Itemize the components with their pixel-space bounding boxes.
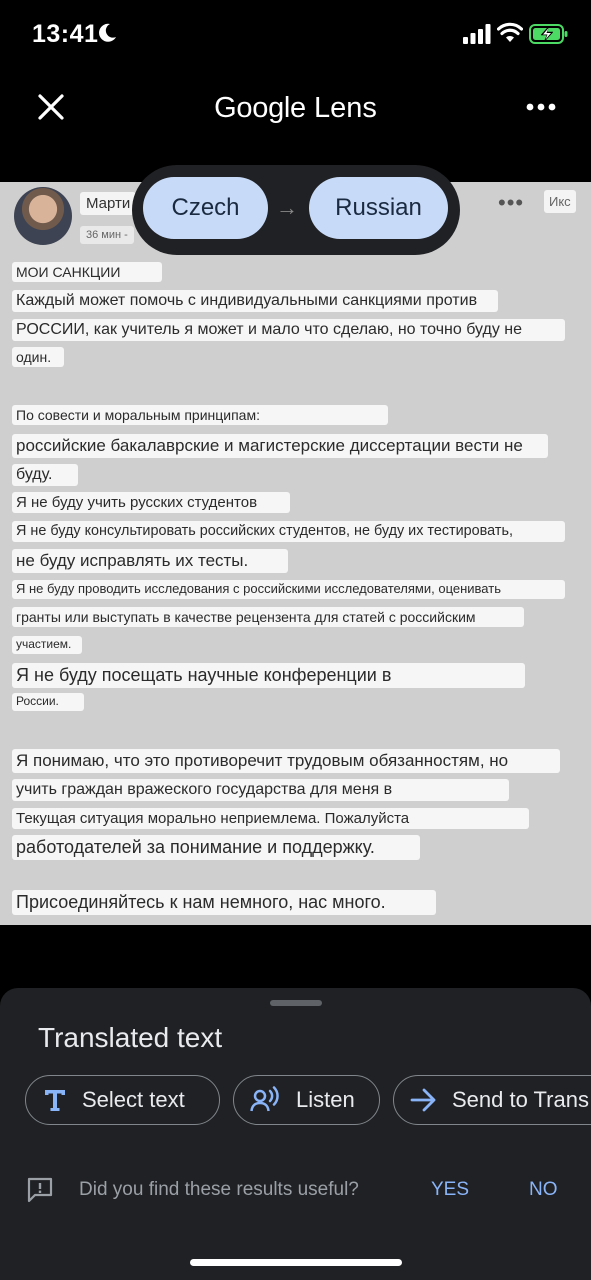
translated-line: Каждый может помочь с индивидуальными санкциями против <box>12 290 498 312</box>
title-lens: Lens <box>313 92 377 124</box>
post-time: 36 мин - <box>80 226 134 244</box>
listen-label: Listen <box>296 1087 355 1112</box>
translated-line: Я понимаю, что это противоречит трудовым обязанностям, но <box>12 749 560 773</box>
translated-line: работодателей за понимание и поддержку. <box>12 835 420 860</box>
post-more-icon: ••• <box>498 190 525 215</box>
battery-charging-icon <box>529 23 569 45</box>
sheet-drag-handle[interactable] <box>270 1000 322 1006</box>
translated-line: Я не буду проводить исследования с российскими исследователями, оценивать <box>12 580 565 599</box>
listen-icon <box>250 1086 282 1114</box>
translated-line: Присоединяйтесь к нам немного, нас много. <box>12 890 436 915</box>
listen-button[interactable] <box>233 1075 380 1125</box>
translated-line: не буду исправлять их тесты. <box>12 549 288 573</box>
translated-line: гранты или выступать в качестве рецензента для статей с российским <box>12 607 524 627</box>
target-language-chip[interactable]: Russian <box>309 177 448 239</box>
moon-icon <box>96 22 118 44</box>
app-title <box>0 92 591 125</box>
feedback-no-button[interactable]: NO <box>529 1179 558 1200</box>
feedback-yes-button[interactable]: YES <box>431 1179 470 1200</box>
source-language-chip[interactable]: Czech <box>143 177 268 239</box>
home-indicator[interactable] <box>190 1259 402 1266</box>
arrow-right-icon <box>410 1087 438 1113</box>
select-text-button[interactable] <box>25 1075 220 1125</box>
language-arrow-icon: → <box>276 195 298 220</box>
translated-line: По совести и моральным принципам: <box>12 405 388 425</box>
more-vert-icon[interactable] <box>523 92 559 122</box>
translated-line: Текущая ситуация морально неприемлема. Пожалуйста <box>12 808 529 829</box>
signal-icon <box>463 24 491 44</box>
translated-line: Я не буду учить русских студентов <box>12 492 290 513</box>
translated-line: России. <box>12 693 84 711</box>
send-to-translate-button[interactable] <box>393 1075 591 1125</box>
translated-line: буду. <box>12 464 78 486</box>
send-to-translate-label: Send to Trans <box>452 1087 589 1112</box>
post-author: Марти <box>80 192 136 215</box>
translated-line: один. <box>12 347 64 367</box>
select-text-label: Select text <box>82 1087 185 1112</box>
translated-line: МОИ САНКЦИИ <box>12 262 162 282</box>
feedback-question: Did you find these results useful? <box>79 1179 359 1200</box>
post-close-label: Икс <box>544 190 576 213</box>
translated-line: российские бакалаврские и магистерские диссертации вести не <box>12 434 548 458</box>
avatar <box>14 187 72 245</box>
translated-line: РОССИИ, как учитель я может и мало что сделаю, но точно буду не <box>12 319 565 341</box>
translated-line: участием. <box>12 636 82 654</box>
translated-line: учить граждан вражеского государства для меня в <box>12 779 509 801</box>
translated-line: Я не буду консультировать российских студентов, не буду их тестировать, <box>12 521 565 542</box>
sheet-title: Translated text <box>38 1022 223 1053</box>
feedback-icon <box>26 1176 54 1204</box>
text-icon <box>42 1087 68 1113</box>
wifi-icon <box>497 22 523 44</box>
title-google: Google <box>214 92 306 124</box>
translated-line: Я не буду посещать научные конференции в <box>12 663 525 688</box>
status-time: 13:41 <box>32 20 99 48</box>
